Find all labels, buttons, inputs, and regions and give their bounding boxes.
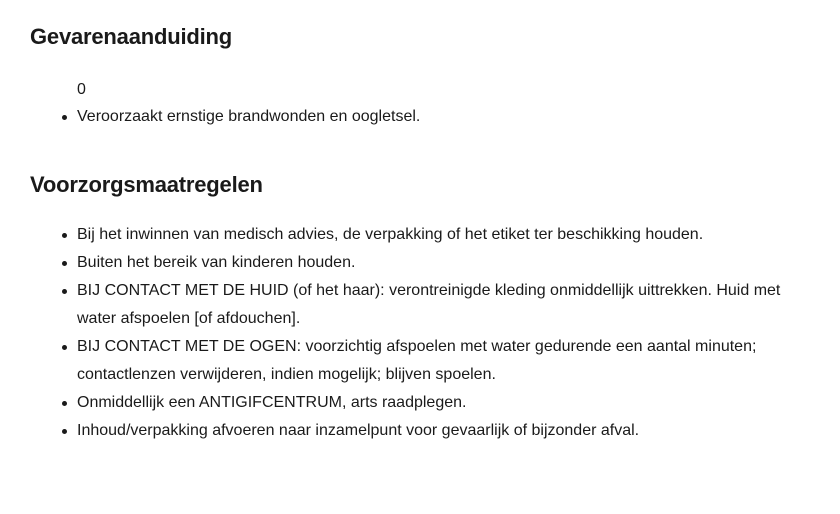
list-item: BIJ CONTACT MET DE HUID (of het haar): verontreinigde kleding onmiddellijk uittrekken. Huid met water afspoelen [of afdouchen]. [60,277,790,333]
list-item: Bij het inwinnen van medisch advies, de verpakking of het etiket ter beschikking houden. [60,221,790,249]
hazard-heading: Gevarenaanduiding [30,24,232,49]
hazard-list [60,103,800,131]
list-item: BIJ CONTACT MET DE OGEN: voorzichtig afspoelen met water gedurende een aantal minuten; contactlenzen verwijderen, indien mogelijk; blijven spoelen. [60,333,790,389]
hazard-code: 0 [77,81,86,98]
list-item: Onmiddellijk een ANTIGIFCENTRUM, arts raadplegen. [60,389,790,417]
precautions-list [60,221,790,445]
list-item: Veroorzaakt ernstige brandwonden en oogletsel. [60,103,800,131]
list-item: Inhoud/verpakking afvoeren naar inzamelpunt voor gevaarlijk of bijzonder afval. [60,417,790,445]
precautions-heading: Voorzorgsmaatregelen [30,172,263,197]
list-item: Buiten het bereik van kinderen houden. [60,249,790,277]
